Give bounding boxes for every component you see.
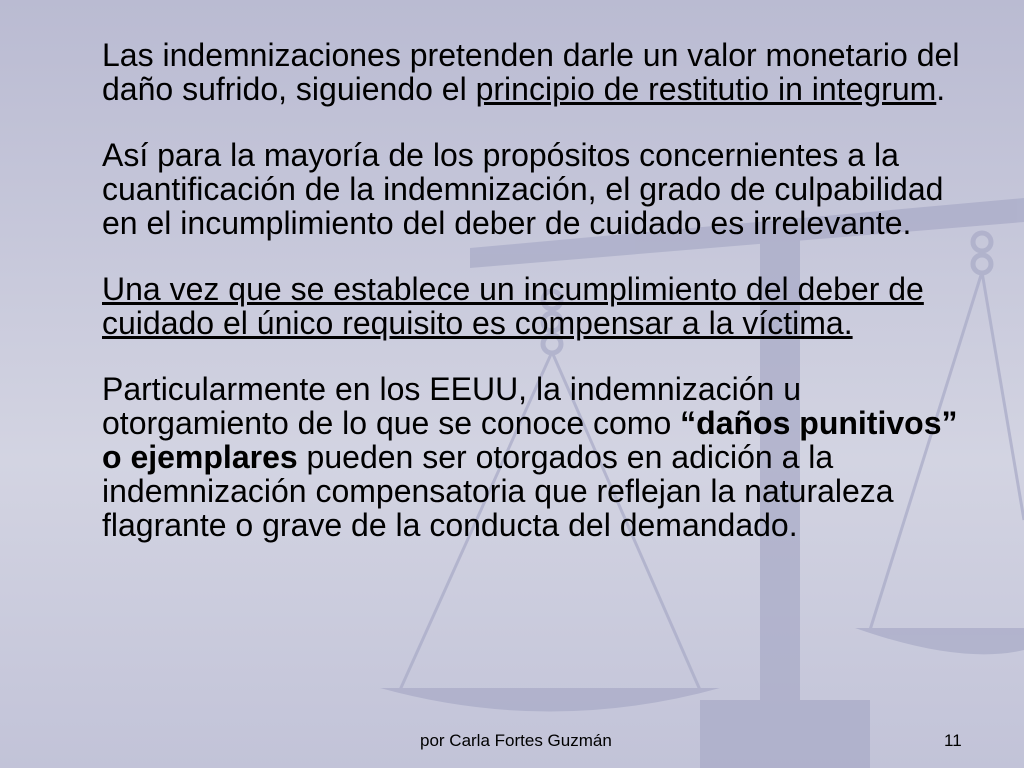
paragraph-text: Las indemnizaciones pretenden darle un valor monetario del daño sufrido, siguiendo el <box>102 37 960 107</box>
paragraph-incumplimiento <box>102 272 972 340</box>
paragraph-danos-punitivos <box>102 372 972 542</box>
paragraph-text: Particularmente en los EEUU, la indemnización u otorgamiento de lo que se conoce como <box>102 371 801 441</box>
paragraph-cuantificacion <box>102 138 972 240</box>
bold-phrase: “daños punitivos” o ejemplares <box>102 405 958 475</box>
paragraph-text: . <box>936 71 946 107</box>
underlined-phrase: principio de restitutio in integrum <box>475 71 937 107</box>
underlined-paragraph-text: Una vez que se establece un incumplimiento del deber de cuidado el único requisito es compensar a la víctima. <box>102 271 924 341</box>
footer-author: por Carla Fortes Guzmán <box>420 731 612 750</box>
paragraph-indemnizaciones <box>102 38 972 106</box>
page-number: 11 <box>944 731 962 750</box>
paragraph-text: Así para la mayoría de los propósitos concernientes a la cuantificación de la indemnización, el grado de culpabilidad en el incumplimiento del deber de cuidado es irrelevante. <box>102 137 944 241</box>
slide-body <box>102 38 972 574</box>
paragraph-text: pueden ser otorgados en adición a la indemnización compensatoria que reflejan la naturaleza flagrante o grave de la conducta del demandado. <box>102 439 894 543</box>
